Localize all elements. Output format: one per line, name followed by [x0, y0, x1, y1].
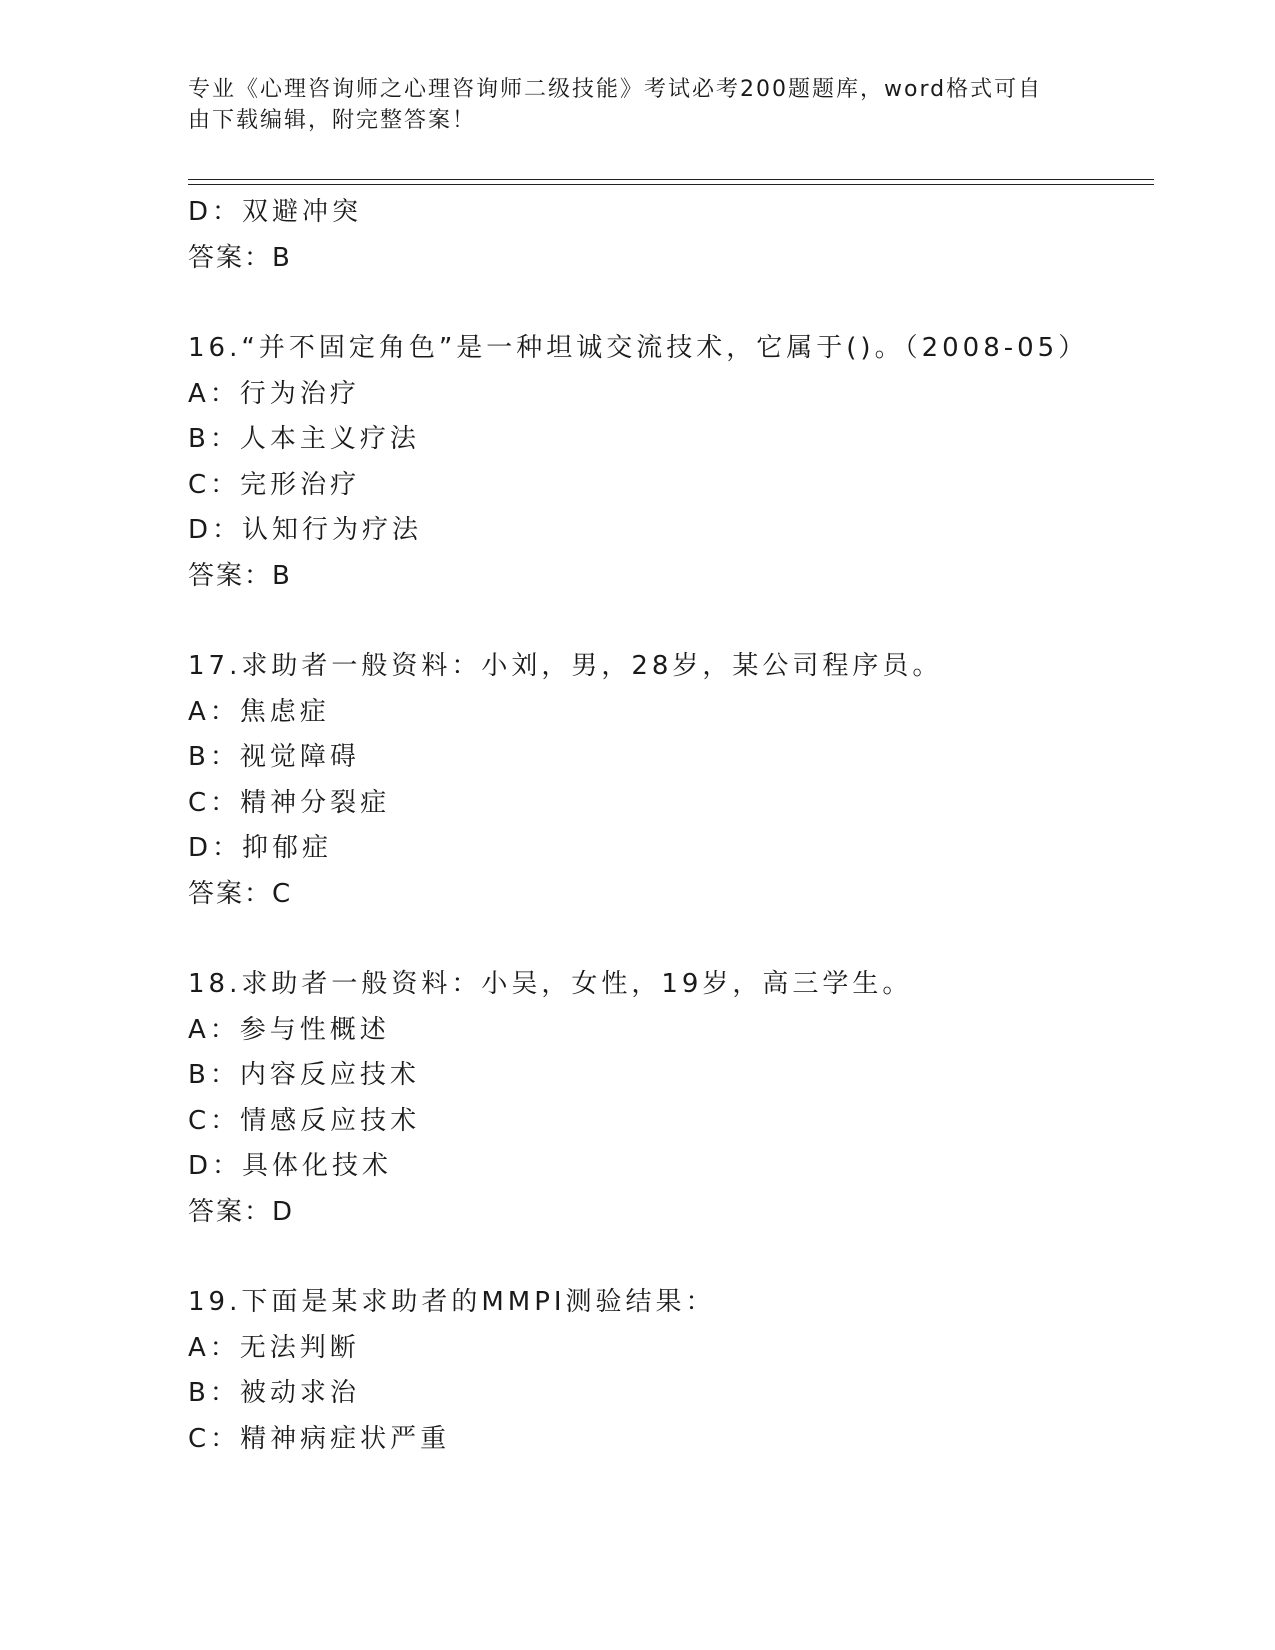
option-c: C：精神病症状严重 [188, 1423, 451, 1454]
spacer [188, 1235, 1148, 1280]
option-d: D：抑郁症 [188, 833, 333, 863]
header-divider-bottom [188, 184, 1154, 185]
question-stem: 18.求助者一般资料：小吴，女性，19岁，高三学生。 [188, 969, 913, 999]
option-b: B：被动求治 [188, 1378, 360, 1408]
header-line-2: 由下载编辑，附完整答案！ [188, 108, 477, 133]
carryover-option-d: D：双避冲突 [188, 197, 363, 227]
page-header [188, 74, 1068, 136]
question-content [188, 190, 1148, 1462]
answer: 答案：B [188, 560, 292, 591]
header-line-1: 专业《心理咨询师之心理咨询师二级技能》考试必考200题题库，word格式可自 [188, 77, 1043, 102]
spacer [188, 281, 1148, 326]
option-a: A：焦虑症 [188, 696, 330, 727]
question-18 [188, 962, 1148, 1235]
answer: 答案：D [188, 1196, 295, 1227]
option-c: C：精神分裂症 [188, 787, 391, 818]
option-b: B：视觉障碍 [188, 742, 360, 772]
question-stem: 17.求助者一般资料：小刘，男，28岁，某公司程序员。 [188, 651, 943, 681]
question-19 [188, 1280, 1148, 1462]
spacer [188, 917, 1148, 962]
option-c: C：情感反应技术 [188, 1105, 421, 1136]
option-d: D：具体化技术 [188, 1151, 393, 1181]
option-c: C：完形治疗 [188, 469, 361, 500]
option-a: A：行为治疗 [188, 378, 360, 409]
option-b: B：内容反应技术 [188, 1060, 420, 1090]
question-stem: 19.下面是某求助者的MMPI测验结果： [188, 1287, 716, 1317]
option-b: B：人本主义疗法 [188, 424, 420, 454]
option-a: A：参与性概述 [188, 1014, 390, 1045]
option-a: A：无法判断 [188, 1332, 360, 1363]
carryover-answer: 答案：B [188, 242, 292, 273]
question-17 [188, 644, 1148, 917]
spacer [188, 599, 1148, 644]
question-16 [188, 326, 1148, 599]
header-divider-top [188, 179, 1154, 180]
answer: 答案：C [188, 878, 293, 909]
question-stem: 16.“并不固定角色”是一种坦诚交流技术，它属于()。（2008-05） [188, 333, 1089, 363]
option-d: D：认知行为疗法 [188, 515, 423, 545]
